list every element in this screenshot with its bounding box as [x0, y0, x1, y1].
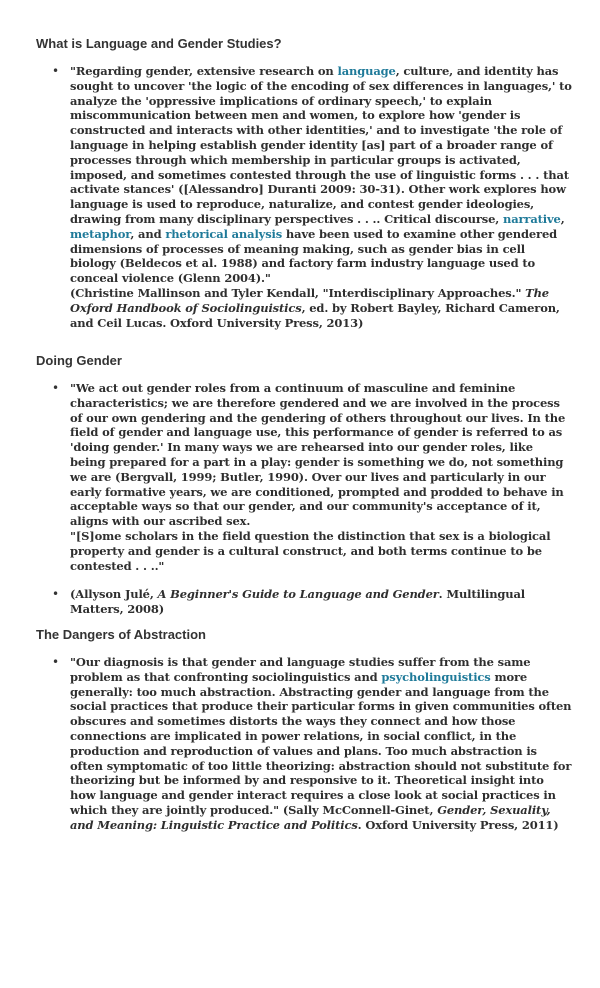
quote-text: have been used to examine other gendered dimensions of processes of meaning making, such as gender bias in cell biology (Beldecos et al. 1988) and factory farm industry language used to conceal violence (Glenn 2004)." — [70, 226, 558, 286]
quote-text: "We act out gender roles from a continuum of masculine and feminine characteristics; we are therefore gendered and we are involved in the process of our own gendering and the gendering of others throughout our lives. In the field of gender and language use, this performance of gender is referred to as 'doing gender.' In many ways we are rehearsed into our gender roles, like being prepared for a part in a play: gender is something we do, not something we are (Bergvall, 1999; Butler, 1990). Over our lives and particularly in our early formative years, we are conditioned, prompted and prodded to behave in acceptable ways so that our gender, and our community's acceptance of it, aligns with our ascribed sex. — [70, 381, 566, 529]
link-psycholinguistics[interactable]: psycholinguistics — [381, 669, 491, 684]
quote-list-section-3 — [52, 655, 572, 833]
quote-list-section-2 — [52, 381, 572, 617]
link-metaphor[interactable]: metaphor — [70, 226, 131, 241]
quote-item — [52, 587, 572, 617]
link-narrative[interactable]: narrative — [502, 211, 561, 226]
quote-text: "Our diagnosis is that gender and language studies suffer from the same problem as that confronting sociolinguistics and — [70, 655, 531, 684]
quote-text: , culture, and identity has sought to uncover 'the logic of the encoding of sex differences in languages,' to analyze the 'oppressive implications of ordinary speech,' to explain miscommunication between men and women, to explore how 'gender is constructed and interacts with other identities,' and to investigate 'the role of language in helping establish gender identity [as] part of a broader range of processes through which membership in particular groups is activated, imposed, and sometimes contested through the use of linguistic forms . . . that activate stances' ([Alessandro] Duranti 2009: 30-31). Other work explores how language is used to reproduce, naturalize, and contest gender ideologies, drawing from many disciplinary perspectives . . .. Critical discourse, — [70, 64, 572, 226]
quote-text: more generally: too much abstraction. Abstracting gender and language from the social practices that produce their particular forms in given communities often obscures and sometimes distorts the ways they connect and how those connections are implicated in power relations, in social conflict, in the production and reproduction of values and plans. Too much abstraction is often symptomatic of too little theorizing: abstraction should not substitute for theorizing but be informed by and responsive to it. Theoretical insight into how language and gender interact requires a close look at social practices in which they are jointly produced." (Sally McConnell-Ginet, — [70, 669, 572, 817]
quote-list-section-1 — [52, 64, 572, 330]
quote-text: , and — [130, 226, 166, 241]
quote-text: "Regarding gender, extensive research on — [70, 64, 338, 78]
bullet-icon: • — [52, 64, 59, 78]
quote-item — [52, 381, 572, 573]
bullet-icon: • — [52, 587, 59, 602]
section-heading-dangers-of-abstraction: The Dangers of Abstraction — [36, 627, 206, 642]
quote-text: , — [560, 211, 565, 226]
bullet-icon: • — [52, 381, 59, 395]
quote-item — [52, 64, 572, 330]
citation-text: , ed. by Robert Bayley, Richard Cameron, and Ceil Lucas. Oxford University Press, 2013) — [70, 300, 560, 330]
bullet-icon: • — [52, 655, 59, 669]
section-heading-doing-gender: Doing Gender — [36, 353, 122, 368]
citation-title: The Oxford Handbook of Sociolinguistics — [70, 285, 549, 315]
citation-text: . Oxford University Press, 2011) — [357, 817, 559, 832]
quote-text: "[S]ome scholars in the field question the distinction that sex is a biological property and gender is a cultural construct, and both terms continue to be contested . . .." — [70, 528, 551, 573]
citation-title: Gender, Sexuality, and Meaning: Linguistic Practice and Politics — [70, 802, 551, 832]
link-rhetorical-analysis[interactable]: rhetorical analysis — [165, 226, 283, 241]
citation-title: A Beginner's Guide to Language and Gender — [157, 587, 439, 602]
citation-text: . Multilingual Matters, 2008) — [70, 587, 526, 617]
citation-text: (Allyson Julé, — [70, 587, 158, 602]
link-language[interactable]: language — [337, 64, 396, 78]
section-heading-language-gender-studies: What is Language and Gender Studies? — [36, 36, 282, 51]
quote-item — [52, 655, 572, 833]
citation-text: (Christine Mallinson and Tyler Kendall, "Interdisciplinary Approaches." — [70, 285, 526, 300]
